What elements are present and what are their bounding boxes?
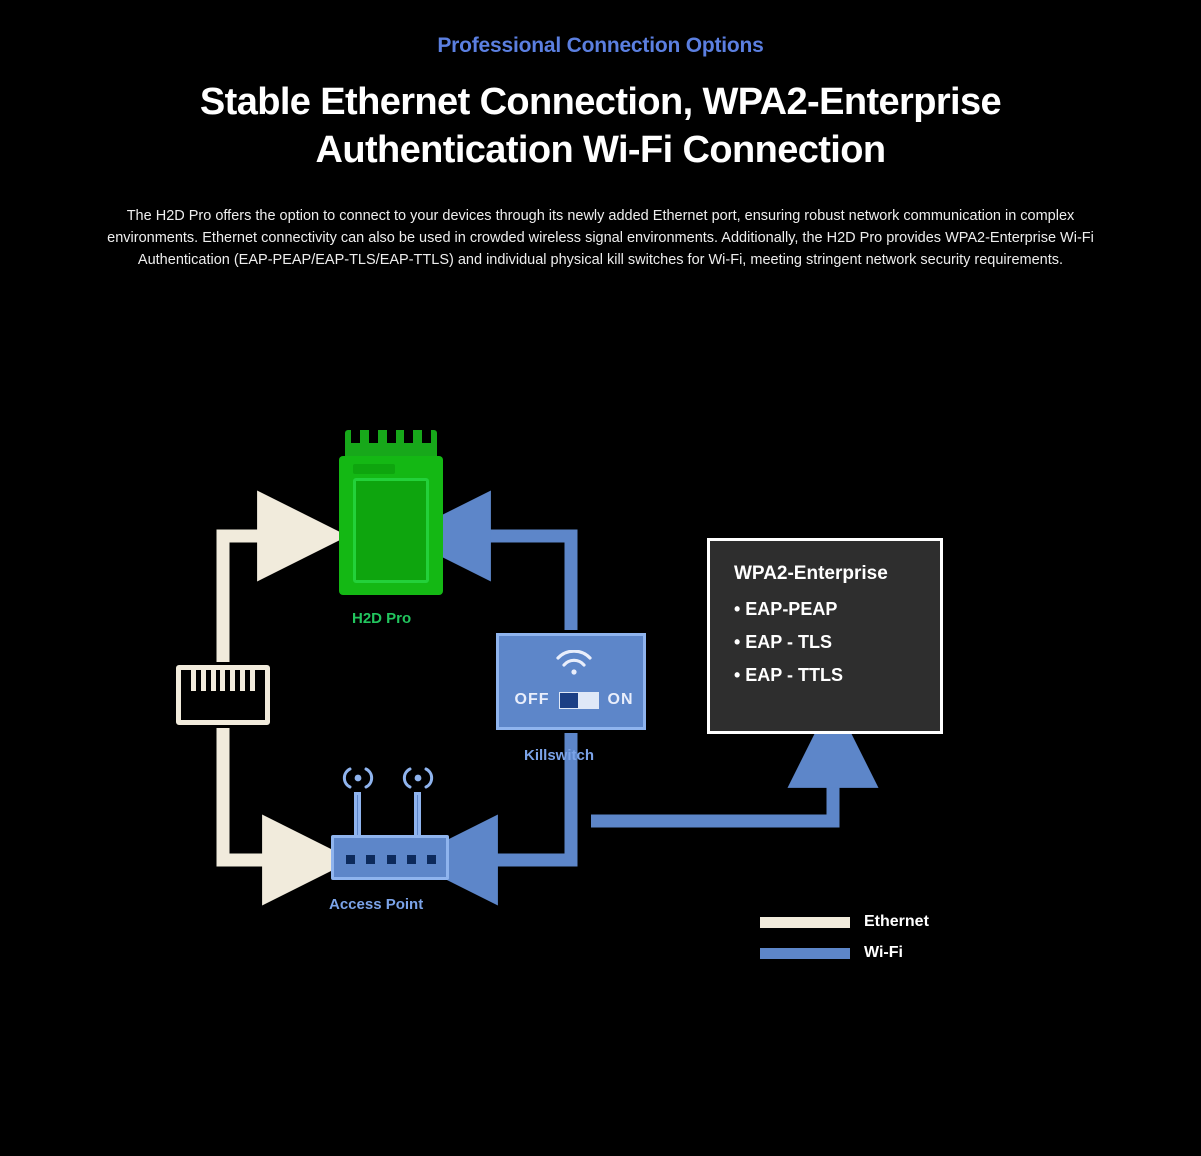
ethernet-line-to-printer: [223, 536, 300, 662]
wpa2-item-tls: • EAP - TLS: [734, 632, 832, 652]
killswitch-toggle[interactable]: [559, 692, 599, 709]
signal-waves-left-icon: [336, 766, 380, 790]
wpa2-item-peap: • EAP-PEAP: [734, 599, 838, 619]
access-point-label: Access Point: [329, 896, 424, 913]
legend-row-wifi: [760, 941, 980, 965]
h2d-pro-device-icon: [339, 430, 443, 595]
access-point-leds: [346, 855, 436, 864]
antenna-right: [414, 792, 421, 840]
killswitch-toggle-row[interactable]: [499, 691, 649, 709]
legend-swatch-ethernet: [760, 917, 850, 928]
wifi-line-to-wpa: [591, 745, 833, 821]
h2d-pro-label: H2D Pro: [352, 610, 412, 627]
device-teeth: [351, 430, 431, 443]
wpa2-title: WPA2-Enterprise: [734, 563, 888, 584]
killswitch-panel[interactable]: [496, 633, 646, 730]
legend-swatch-wifi: [760, 948, 850, 959]
wpa2-enterprise-box: [707, 538, 943, 734]
page-title: Stable Ethernet Connection, WPA2-Enterprise Authentication Wi-Fi Connection: [199, 81, 1002, 171]
access-point-icon: [331, 835, 449, 880]
legend-label-ethernet: Ethernet: [864, 913, 929, 930]
legend: [760, 910, 980, 972]
legend-row-ethernet: [760, 910, 980, 934]
killswitch-on-label: ON: [607, 691, 634, 708]
killswitch-off-label: OFF: [514, 691, 550, 708]
killswitch-label: Killswitch: [524, 747, 595, 764]
ethernet-port-icon: [176, 665, 270, 725]
eyebrow-text: Professional Connection Options: [437, 34, 764, 57]
ethernet-pins: [191, 669, 255, 691]
description-paragraph: The H2D Pro offers the option to connect to your devices through its newly added Ethernet port, ensuring robust network communication in complex environments. Ethernet connectivity can also be used in crowded wireless signal environments. Additionally, the H2D Pro provides WPA2-Enterprise Wi-Fi Authentication (EAP-PEAP/EAP-TLS/EAP-TTLS) and individual physical kill switches for Wi-Fi, meeting stringent network security requirements.: [107, 208, 1094, 268]
ethernet-line-to-ap: [223, 728, 305, 860]
wifi-icon: [555, 650, 593, 676]
device-notch: [353, 464, 395, 474]
signal-waves-right-icon: [396, 766, 440, 790]
wifi-line-to-printer: [448, 536, 571, 630]
legend-label-wifi: Wi-Fi: [864, 944, 903, 961]
antenna-left: [354, 792, 361, 840]
wpa2-item-ttls: • EAP - TTLS: [734, 665, 843, 685]
device-window: [353, 478, 429, 583]
network-diagram: [0, 400, 1201, 1020]
device-body: [339, 456, 443, 595]
